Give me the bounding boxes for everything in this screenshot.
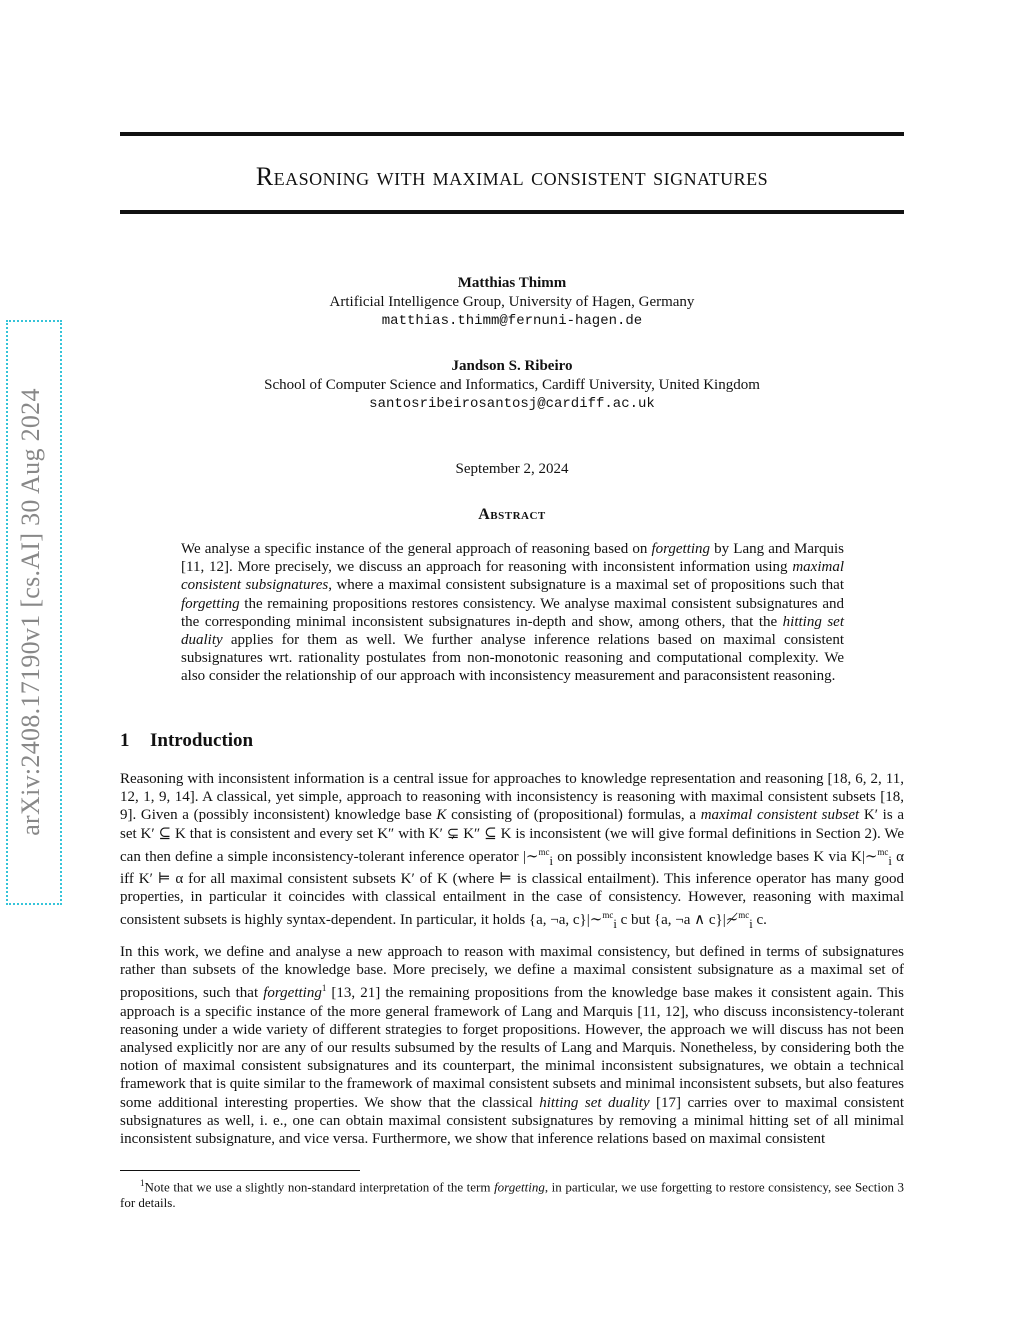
emphasis: forgetting	[263, 985, 322, 1002]
author-email[interactable]: matthias.thimm@fernuni-hagen.de	[381, 313, 643, 329]
abstract-text	[181, 540, 844, 686]
text-run: Reasoning with inconsistent information is a central issue for approaches to knowledge representation and reasoning [18, 6, 2, 11, 12, 1, 9, 14]. A classical, yet simple, approach to reasoning with inconsistency is reasoning with maximal consistent subsets [18, 9]. Given a (possibly inconsistent) knowledge base	[120, 771, 904, 824]
section-number: 1	[120, 730, 130, 751]
author-name: Matthias Thimm	[457, 275, 567, 291]
subscript: i	[549, 853, 553, 868]
superscript: mc	[538, 846, 550, 857]
text-run: K′ is a set K′ ⊆ K that is consistent and every set K″ with K′ ⊊ K″ ⊆ K is inconsistent (we will give formal definitions in Section 2). We can then define a simple inconsistency-tolerant inference operator |∼	[120, 807, 904, 865]
superscript: mc	[877, 846, 889, 857]
text-run: , where a maximal consistent subsignature is a maximal set of propositions such that	[328, 577, 844, 594]
text-run: applies for them as well. We further analyse inference relations based on maximal consistent subsignatures wrt. rationality postulates from non-monotonic reasoning and computational complexity. We also consider the relationship of our approach with inconsistency measurement and paraconsistent reasoning.	[181, 632, 844, 685]
text-run: Note that we use a slightly non-standard interpretation of the term	[144, 1179, 495, 1195]
text-run: [13, 21] the remaining propositions from the knowledge base makes it consistent again. This approach is a specific instance of the more general framework of Lang and Marquis [11, 12], who discuss inconsistency-tolerant reasoning under a wide variety of different strategies to forget propositions. However, the approach we will discuss has not been analysed explicitly nor are any of our results subsumed by the results of Lang and Marquis. Nonetheless, by considering both the notion of maximal consistent subsignatures and its counterpart, the minimal inconsistent subsignatures, we obtain a technical framework that is quite similar to the framework of maximal consistent subsets and minimal inconsistent subsets, but also features some additional interesting properties. We show that the classical	[120, 985, 904, 1111]
text-run: on possibly inconsistent knowledge bases K via K|∼	[552, 848, 878, 865]
emphasis: maximal consistent subsignatures	[181, 559, 844, 594]
paper-date: September 2, 2024	[455, 461, 569, 477]
footnote-marker: 1	[140, 1178, 145, 1188]
abstract-heading: Abstract	[478, 506, 546, 523]
superscript: mc	[738, 910, 750, 921]
title-rule-bottom	[120, 210, 904, 214]
subscript: i	[613, 917, 617, 932]
author-block-1	[120, 275, 904, 329]
title-rule-top	[120, 132, 904, 136]
footnote-rule	[120, 1170, 360, 1171]
author-affiliation: School of Computer Science and Informatics, Cardiff University, United Kingdom	[264, 377, 760, 393]
math-symbol: K	[436, 807, 447, 824]
text-run: In this work, we define and analyse a new approach to reason with maximal consistency, but defined in terms of subsignatures rather than subsets of the knowledge base. More precisely, we define a maximal consistent subsignature as a maximal set of propositions, such that	[120, 944, 904, 1002]
emphasis: hitting set duality	[181, 613, 844, 649]
intro-paragraph-2	[120, 943, 904, 1148]
arxiv-identifier[interactable]: arXiv:2408.17190v1 [cs.AI] 30 Aug 2024	[16, 388, 45, 836]
intro-paragraph-1	[120, 770, 904, 934]
author-affiliation: Artificial Intelligence Group, University of Hagen, Germany	[329, 294, 695, 310]
author-block-2	[120, 358, 904, 412]
author-name: Jandson S. Ribeiro	[451, 358, 573, 374]
text-run: c.	[752, 912, 767, 929]
section-title: Introduction	[150, 730, 254, 751]
emphasis: forgetting	[181, 595, 240, 612]
text-run: α iff K′ ⊨ α for all maximal consistent subsets K′ of K (where ⊨ is classical entailment). This inference operator has many good properties, in particular it coincides with classical entailment in the case of consistency. However, reasoning with maximal consistent subsets is highly syntax-dependent. In particular, it holds {a, ¬a, c}|∼	[120, 848, 905, 929]
subscript: i	[888, 853, 892, 868]
text-run: We analyse a specific instance of the general approach of reasoning based on	[181, 541, 652, 557]
text-run: by Lang and Marquis [11, 12]. More precisely, we discuss an approach for reasoning with inconsistent information using	[181, 541, 844, 576]
emphasis: forgetting	[494, 1179, 545, 1195]
text-run: [17] carries over to maximal consistent subsignatures as well, i. e., one can obtain maximal consistent subsignatures by removing a minimal hitting set of all minimal inconsistent subsignature, and vice versa. Furthermore, we show that inference relations based on maximal consistent	[120, 1094, 904, 1148]
footnote	[120, 1175, 904, 1211]
section-heading	[120, 730, 253, 752]
subscript: i	[749, 917, 753, 932]
text-run: the remaining propositions restores consistency. We analyse maximal consistent subsignatures and the corresponding minimal inconsistent subsignatures in-depth and show, among others, that the	[181, 595, 844, 630]
text-run: , in particular, we use forgetting to restore consistency, see Section 3 for details.	[120, 1179, 904, 1211]
author-email[interactable]: santosribeirosantosj@cardiff.ac.uk	[369, 396, 655, 412]
paper-title: Reasoning with maximal consistent signatures	[255, 162, 769, 191]
emphasis: maximal consistent subset	[700, 807, 860, 824]
superscript: mc	[602, 910, 614, 921]
footnote-ref[interactable]: 1	[321, 983, 327, 994]
emphasis: forgetting	[651, 541, 711, 557]
text-run: c but {a, ¬a ∧ c}|≁	[616, 912, 739, 929]
text-run: consisting of (propositional) formulas, a	[446, 807, 701, 824]
emphasis: hitting set duality	[539, 1094, 650, 1111]
